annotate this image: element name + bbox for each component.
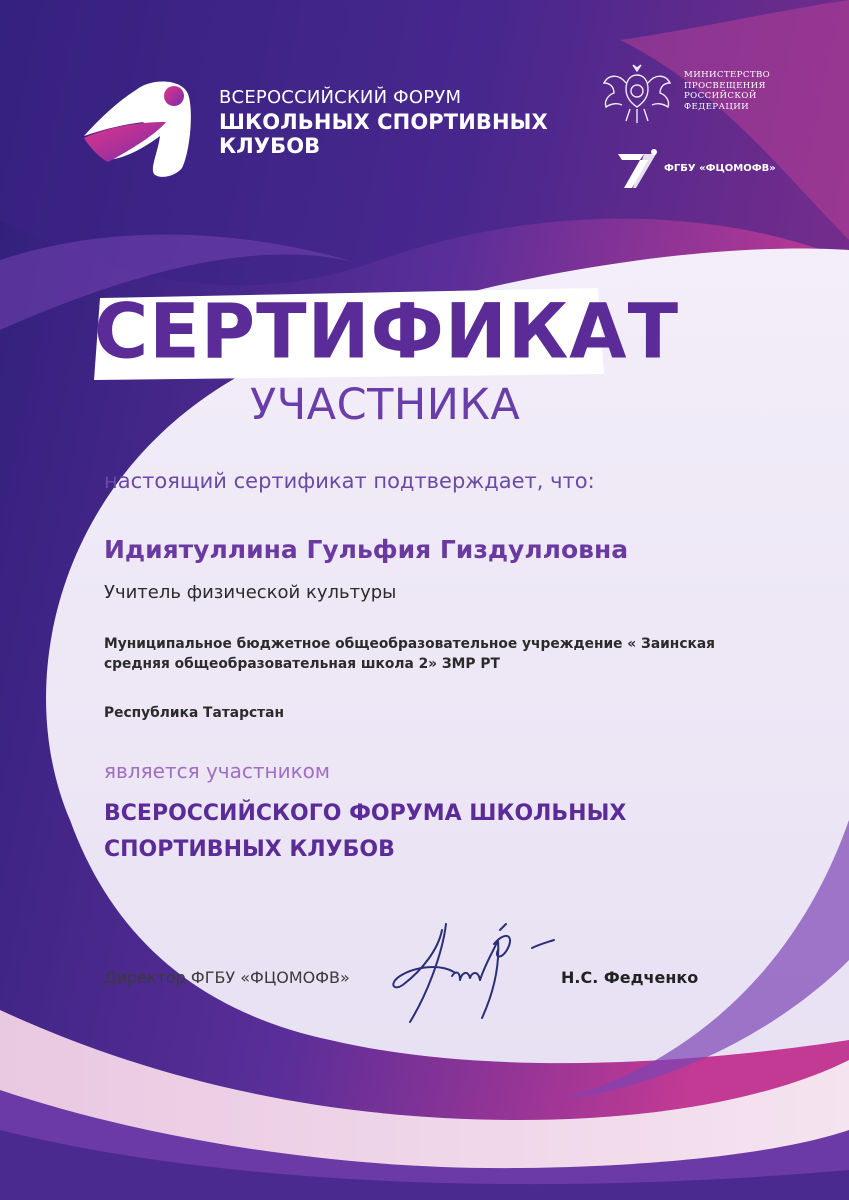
forum-logo-icon [80,76,200,180]
ministry-line1: МИНИСТЕРСТВО [684,70,771,80]
handwritten-signature [382,910,582,1040]
recipient-name: Идиятуллина Гульфия Гиздулловна [104,535,629,564]
forum-title [219,86,548,158]
ministry-line3: РОССИЙСКОЙ [684,91,757,101]
ministry-text [684,70,770,112]
forum-title-line3: КЛУБОВ [219,134,321,158]
recipient-organization: Муниципальное бюджетное общеобразовательное учреждение « Заинская средняя общеобразовательная школа 2» ЗМР РТ [104,636,716,672]
fcomofv-label: ФГБУ «ФЦОМОФВ» [664,163,776,174]
event-name: ВСЕРОССИЙСКОГО ФОРУМА ШКОЛЬНЫХ СПОРТИВНЫХ КЛУБОВ [104,801,627,862]
certificate-title: СЕРТИФИКАТ [94,288,680,376]
fcomofv-logo-icon [614,148,662,190]
recipient-position: Учитель физической культуры [104,582,397,603]
double-headed-eagle-icon [600,63,674,125]
ministry-line4: ФЕДЕРАЦИИ [684,101,750,112]
participant-text: является участником [104,759,331,783]
confirmation-text: настоящий сертификат подтверждает, что: [104,469,595,493]
director-label: Директор ФГБУ «ФЦОМОФВ» [104,968,350,987]
certificate-subtitle: УЧАСТНИКА [250,380,521,430]
forum-title-line1: ВСЕРОССИЙСКИЙ ФОРУМ [219,87,462,108]
forum-title-line2: ШКОЛЬНЫХ СПОРТИВНЫХ [219,110,548,134]
director-name: Н.С. Федченко [561,968,699,987]
ministry-line2: ПРОСВЕЩЕНИЯ [684,80,766,91]
recipient-region: Республика Татарстан [104,705,284,721]
